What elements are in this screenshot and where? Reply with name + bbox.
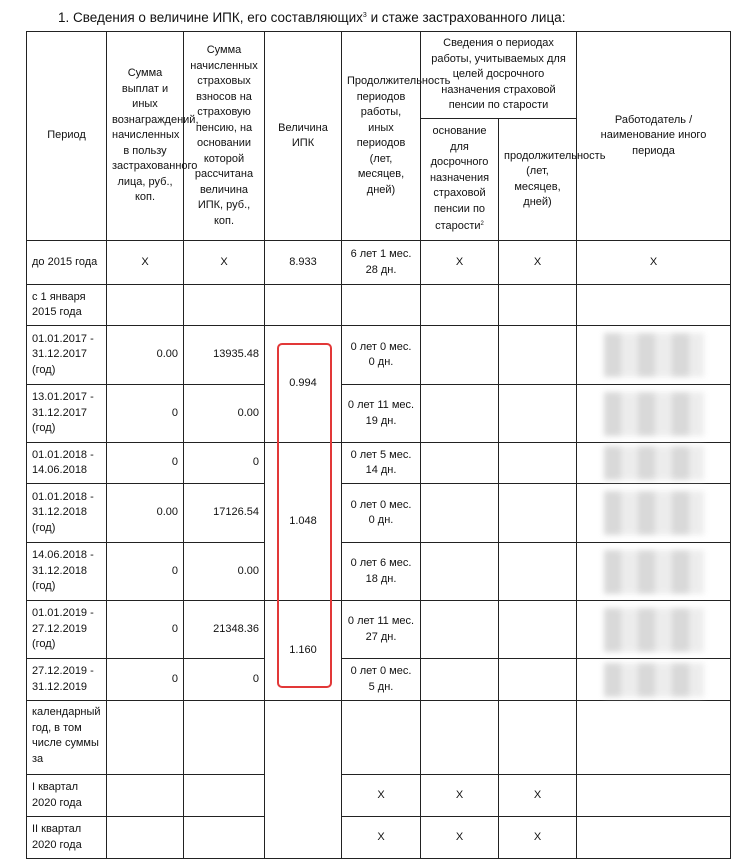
- cell-early-basis: [421, 326, 499, 385]
- cell-early-duration: X: [499, 775, 577, 817]
- cell-early-duration: [499, 285, 577, 326]
- cell-early-duration: [499, 443, 577, 484]
- header-early-basis: [421, 119, 499, 241]
- cell-period: 13.01.2017 - 31.12.2017 (год): [27, 385, 107, 443]
- table-row: [27, 817, 731, 859]
- header-ipk: Величина ИПК: [265, 32, 342, 241]
- cell-employer-redacted: [577, 385, 731, 443]
- table-row: [27, 241, 731, 285]
- cell-employer-redacted: [577, 326, 731, 385]
- cell-payments: 0: [107, 385, 184, 443]
- cell-payments: 0: [107, 543, 184, 601]
- cell-duration: 0 лет 11 мес. 27 дн.: [342, 601, 421, 659]
- cell-early-basis: [421, 701, 499, 775]
- cell-early-basis: [421, 543, 499, 601]
- cell-early-basis: [421, 385, 499, 443]
- cell-duration: 6 лет 1 мес. 28 дн.: [342, 241, 421, 285]
- cell-duration: 0 лет 0 мес. 0 дн.: [342, 326, 421, 385]
- cell-employer: [577, 775, 731, 817]
- cell-contributions: 0.00: [184, 543, 265, 601]
- cell-early-duration: X: [499, 817, 577, 859]
- redacted-employer: [604, 446, 704, 480]
- cell-duration: [342, 285, 421, 326]
- cell-early-basis: X: [421, 817, 499, 859]
- cell-period: до 2015 года: [27, 241, 107, 285]
- cell-employer-redacted: [577, 543, 731, 601]
- header-early-group: Сведения о периодах работы, учитываемых для целей досрочного назначения страховой пенсии по старости: [421, 32, 577, 119]
- cell-period: 01.01.2018 - 14.06.2018: [27, 443, 107, 484]
- redacted-employer: [604, 392, 704, 436]
- cell-contributions: 17126.54: [184, 484, 265, 543]
- cell-period: 14.06.2018 - 31.12.2018 (год): [27, 543, 107, 601]
- header-payments: Сумма выплат и иных вознаграждений, начисленных в пользу застрахованного лица, руб., коп.: [107, 32, 184, 241]
- cell-period: 01.01.2017 - 31.12.2017 (год): [27, 326, 107, 385]
- redacted-employer: [604, 608, 704, 652]
- table-row: [27, 601, 731, 659]
- cell-employer: [577, 817, 731, 859]
- cell-contributions: 0: [184, 659, 265, 701]
- redacted-employer: [604, 491, 704, 535]
- cell-ipk-group: 1.048: [265, 443, 342, 601]
- table-row: [27, 701, 731, 775]
- cell-duration: [342, 701, 421, 775]
- cell-duration: 0 лет 0 мес. 0 дн.: [342, 484, 421, 543]
- section-title-text: 1. Сведения о величине ИПК, его составляющих: [58, 10, 363, 25]
- table-row: [27, 326, 731, 385]
- cell-ipk-group: 0.994: [265, 326, 342, 443]
- header-early-basis-text: основание для досрочного назначения страховой пенсии по старости: [429, 125, 490, 233]
- cell-payments: [107, 701, 184, 775]
- cell-employer-redacted: [577, 484, 731, 543]
- cell-contributions: [184, 701, 265, 775]
- cell-duration: X: [342, 775, 421, 817]
- cell-contributions: 0.00: [184, 385, 265, 443]
- cell-early-basis: [421, 443, 499, 484]
- cell-period: 01.01.2019 - 27.12.2019 (год): [27, 601, 107, 659]
- cell-period: 01.01.2018 - 31.12.2018 (год): [27, 484, 107, 543]
- cell-early-duration: [499, 601, 577, 659]
- table-row: [27, 775, 731, 817]
- cell-early-duration: [499, 484, 577, 543]
- cell-period: календарный год, в том числе суммы за: [27, 701, 107, 775]
- cell-period: 27.12.2019 - 31.12.2019: [27, 659, 107, 701]
- cell-payments: 0.00: [107, 326, 184, 385]
- cell-employer: [577, 285, 731, 326]
- cell-duration: 0 лет 5 мес. 14 дн.: [342, 443, 421, 484]
- header-period: Период: [27, 32, 107, 241]
- cell-early-basis: X: [421, 241, 499, 285]
- section-title-footnote: 3: [362, 12, 367, 19]
- cell-payments: [107, 285, 184, 326]
- table-row: [27, 484, 731, 543]
- cell-duration: 0 лет 6 мес. 18 дн.: [342, 543, 421, 601]
- header-duration: Продолжительность периодов работы, иных периодов (лет, месяцев, дней): [342, 32, 421, 241]
- cell-ipk: 8.933: [265, 241, 342, 285]
- redacted-employer: [604, 663, 704, 697]
- cell-duration: 0 лет 11 мес. 19 дн.: [342, 385, 421, 443]
- cell-early-duration: [499, 659, 577, 701]
- cell-early-duration: [499, 326, 577, 385]
- section-title: [58, 10, 565, 25]
- cell-early-basis: [421, 659, 499, 701]
- table-row: [27, 659, 731, 701]
- cell-duration: X: [342, 817, 421, 859]
- header-early-basis-footnote: 2: [480, 221, 484, 228]
- cell-period: с 1 января 2015 года: [27, 285, 107, 326]
- table-row: [27, 543, 731, 601]
- cell-early-basis: [421, 484, 499, 543]
- cell-contributions: [184, 775, 265, 817]
- cell-payments: [107, 817, 184, 859]
- cell-employer-redacted: [577, 601, 731, 659]
- cell-early-duration: [499, 543, 577, 601]
- cell-payments: [107, 775, 184, 817]
- cell-early-duration: [499, 701, 577, 775]
- cell-early-basis: [421, 601, 499, 659]
- cell-period: I квартал 2020 года: [27, 775, 107, 817]
- redacted-employer: [604, 333, 704, 377]
- cell-payments: 0.00: [107, 484, 184, 543]
- table-row: [27, 285, 731, 326]
- cell-employer: [577, 701, 731, 775]
- cell-payments: 0: [107, 443, 184, 484]
- cell-duration: 0 лет 0 мес. 5 дн.: [342, 659, 421, 701]
- header-employer: Работодатель / наименование иного периода: [577, 32, 731, 241]
- cell-payments: 0: [107, 659, 184, 701]
- cell-employer: X: [577, 241, 731, 285]
- cell-ipk: [265, 285, 342, 326]
- cell-contributions: 21348.36: [184, 601, 265, 659]
- cell-contributions: [184, 285, 265, 326]
- table-row: [27, 385, 731, 443]
- cell-contributions: 13935.48: [184, 326, 265, 385]
- cell-employer-redacted: [577, 659, 731, 701]
- cell-early-duration: [499, 385, 577, 443]
- redacted-employer: [604, 550, 704, 594]
- table-row: [27, 443, 731, 484]
- cell-payments: X: [107, 241, 184, 285]
- cell-contributions: [184, 817, 265, 859]
- cell-contributions: X: [184, 241, 265, 285]
- cell-period: II квартал 2020 года: [27, 817, 107, 859]
- section-title-tail: и стаже застрахованного лица:: [366, 10, 566, 25]
- ipk-table: [26, 31, 731, 859]
- cell-ipk-group: 1.160: [265, 601, 342, 701]
- cell-early-duration: X: [499, 241, 577, 285]
- header-contributions: Сумма начисленных страховых взносов на страховую пенсию, на основании которой рассчитана величина ИПК, руб., коп.: [184, 32, 265, 241]
- cell-contributions: 0: [184, 443, 265, 484]
- cell-ipk: [265, 701, 342, 859]
- cell-employer-redacted: [577, 443, 731, 484]
- cell-early-basis: X: [421, 775, 499, 817]
- header-early-duration: продолжительность (лет, месяцев, дней): [499, 119, 577, 241]
- cell-early-basis: [421, 285, 499, 326]
- cell-payments: 0: [107, 601, 184, 659]
